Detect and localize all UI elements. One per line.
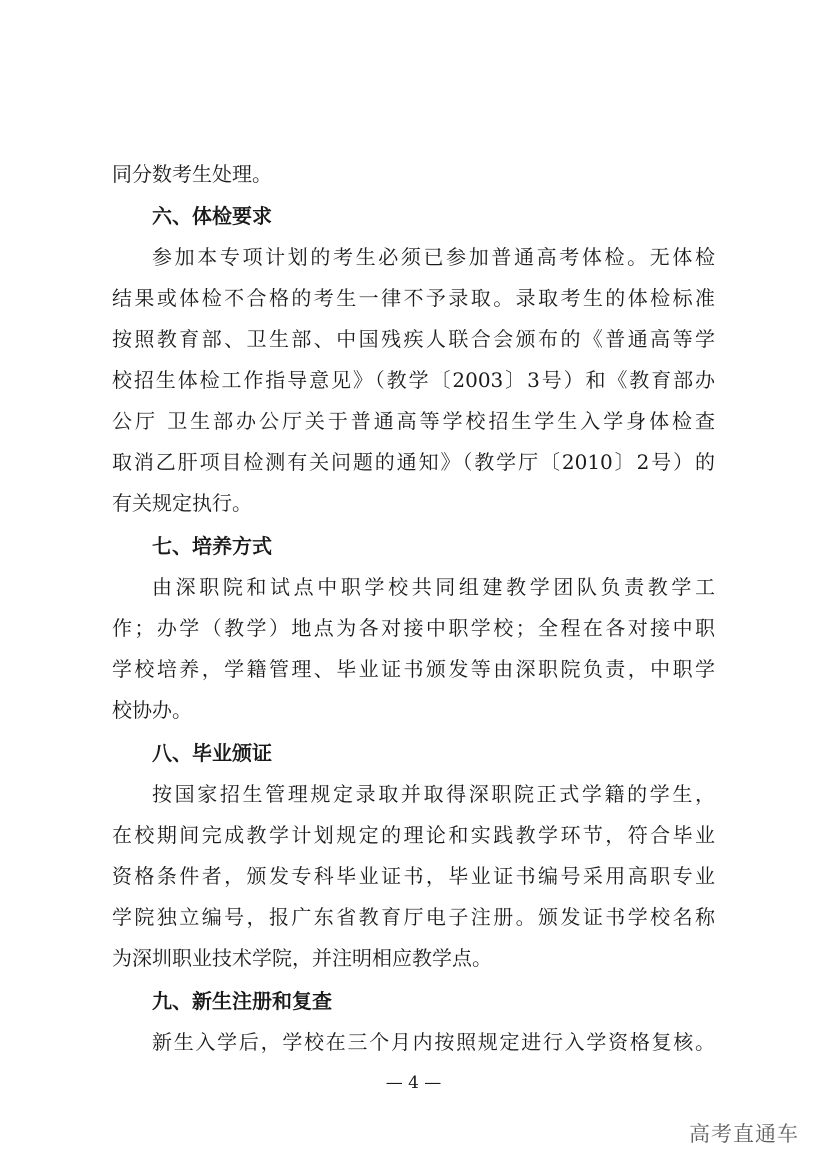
section-heading-graduation: 八、毕业颁证 [152, 741, 272, 765]
page-number: — 4 — [385, 1073, 442, 1093]
paragraph-line: 参加本专项计划的考生必须已参加普通高考体检。无体检 [152, 245, 715, 269]
paragraph-line: 学院独立编号，报广东省教育厅电子注册。颁发证书学校名称 [112, 905, 715, 929]
section-heading-training-mode: 七、培养方式 [152, 534, 272, 558]
section-heading-registration: 九、新生注册和复查 [152, 989, 332, 1013]
paragraph-line: 为深圳职业技术学院，并注明相应教学点。 [112, 946, 492, 970]
paragraph-line: 由深职院和试点中职学校共同组建教学团队负责教学工 [152, 575, 715, 599]
paragraph-line: 学校培养，学籍管理、毕业证书颁发等由深职院负责，中职学 [112, 657, 715, 681]
paragraph-line: 资格条件者，颁发专科毕业证书，毕业证书编号采用高职专业 [112, 864, 715, 888]
paragraph-line: 在校期间完成教学计划规定的理论和实践教学环节，符合毕业 [112, 823, 715, 847]
paragraph-line: 公厅 卫生部办公厅关于普通高等学校招生学生入学身体检查 [112, 409, 715, 433]
paragraph-line: 新生入学后，学校在三个月内按照规定进行入学资格复核。 [152, 1030, 715, 1054]
paragraph-line: 结果或体检不合格的考生一律不予录取。录取考生的体检标准 [112, 286, 715, 310]
paragraph-line: 取消乙肝项目检测有关问题的通知》（教学厅〔2010〕2号）的 [112, 450, 715, 474]
continuation-text: 同分数考生处理。 [112, 162, 272, 186]
paragraph-line: 校协办。 [112, 698, 192, 722]
section-heading-physical-exam: 六、体检要求 [152, 204, 272, 228]
watermark: 高考直通车 [689, 1122, 799, 1146]
paragraph-line: 作；办学（教学）地点为各对接中职学校；全程在各对接中职 [112, 616, 715, 640]
paragraph-line: 按照教育部、卫生部、中国残疾人联合会颁布的《普通高等学 [112, 327, 715, 351]
paragraph-line: 校招生体检工作指导意见》（教学〔2003〕3号）和《教育部办 [112, 368, 715, 392]
paragraph-line: 有关规定执行。 [112, 491, 252, 515]
paragraph-line: 按国家招生管理规定录取并取得深职院正式学籍的学生， [152, 782, 715, 806]
